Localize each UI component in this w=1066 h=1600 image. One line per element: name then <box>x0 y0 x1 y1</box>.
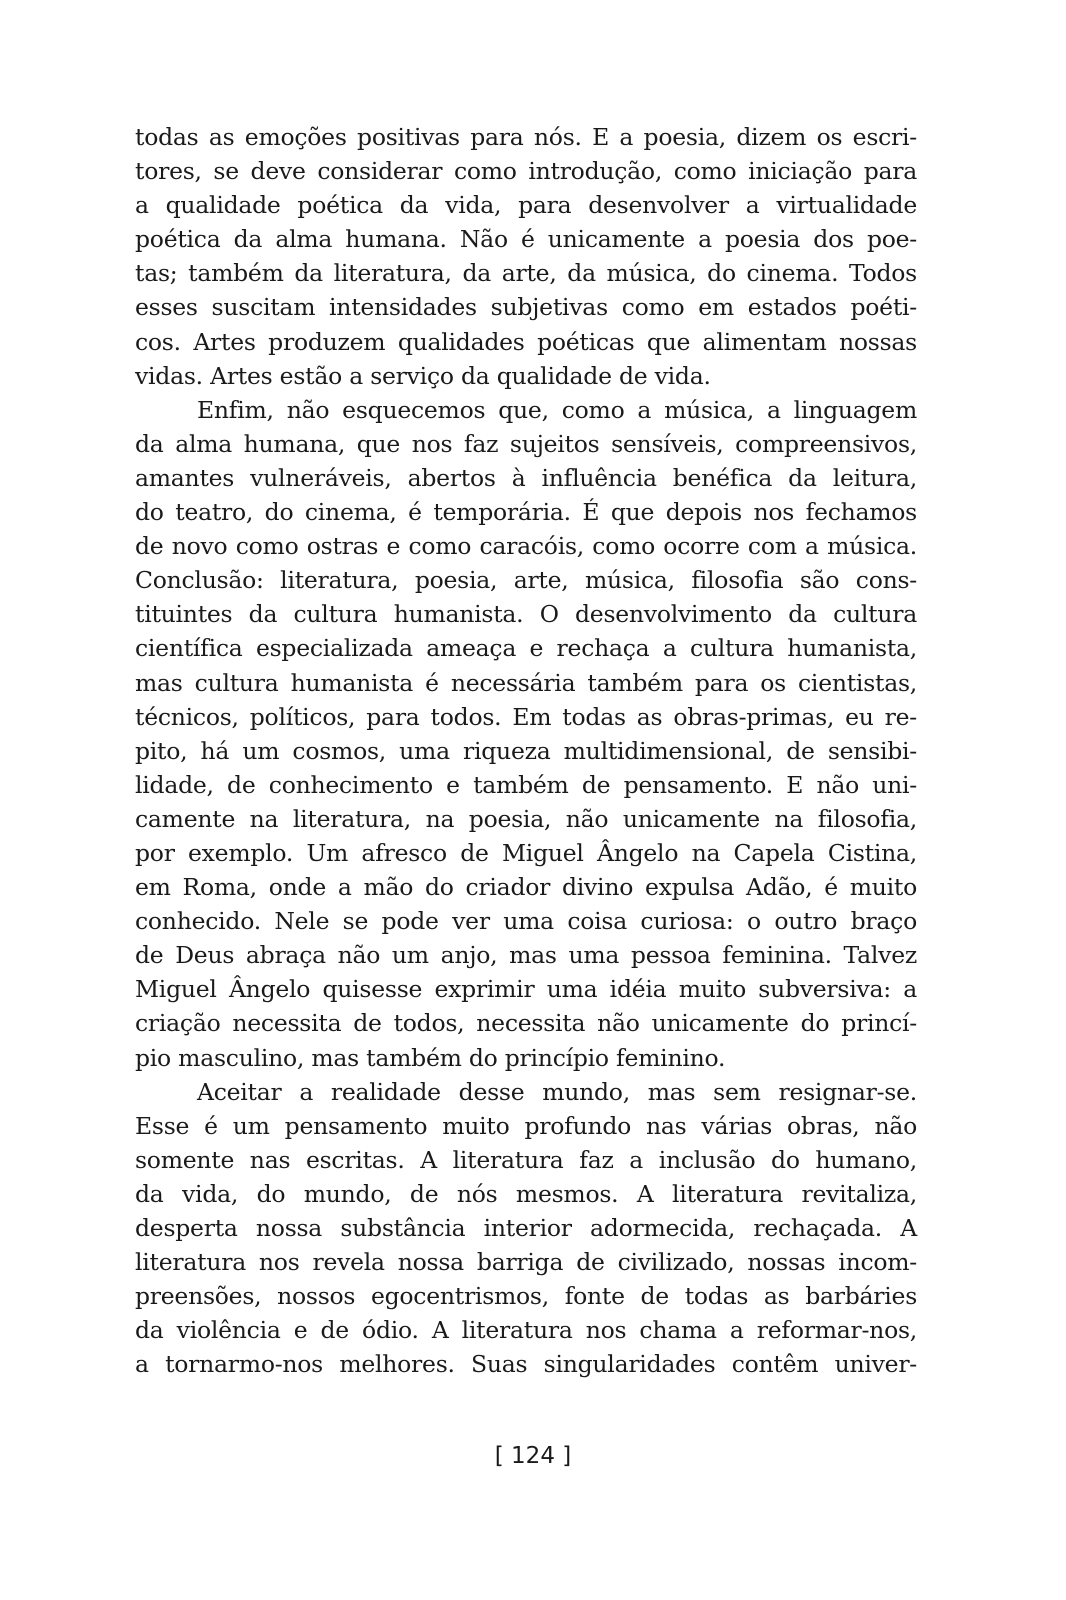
text-line: Enfim, não esquecemos que, como a música, a linguagem <box>197 395 917 424</box>
text-line: tituintes da cultura humanista. O desenvolvimento da cultura <box>135 600 917 629</box>
text-line: em Roma, onde a mão do criador divino expulsa Adão, é muito <box>135 873 917 902</box>
text-line: da vida, do mundo, de nós mesmos. A literatura revitaliza, <box>135 1179 917 1208</box>
page-number: [ 124 ] <box>494 1443 572 1469</box>
text-line: poética da alma humana. Não é unicamente a poesia dos poe- <box>135 225 917 254</box>
text-line: Conclusão: literatura, poesia, arte, música, filosofia são cons- <box>135 566 917 595</box>
text-line: tas; também da literatura, da arte, da música, do cinema. Todos <box>135 259 917 288</box>
text-line: da alma humana, que nos faz sujeitos sensíveis, compreensivos, <box>135 429 917 458</box>
text-line: pio masculino, mas também do princípio feminino. <box>135 1043 726 1072</box>
text-line: de Deus abraça não um anjo, mas uma pessoa feminina. Talvez <box>135 941 917 970</box>
text-line: a tornarmo-nos melhores. Suas singularidades contêm univer- <box>135 1350 917 1379</box>
text-line: do teatro, do cinema, é temporária. É que depois nos fechamos <box>135 498 917 527</box>
text-line: amantes vulneráveis, abertos à influência benéfica da leitura, <box>135 463 917 492</box>
paragraph <box>135 393 917 1075</box>
text-line: lidade, de conhecimento e também de pensamento. E não uni- <box>135 770 917 799</box>
text-line: de novo como ostras e como caracóis, como ocorre com a música. <box>135 532 917 561</box>
paragraph <box>135 1075 917 1382</box>
text-line: cos. Artes produzem qualidades poéticas que alimentam nossas <box>135 327 917 356</box>
text-line: Aceitar a realidade desse mundo, mas sem resignar-se. <box>197 1077 917 1106</box>
text-line: criação necessita de todos, necessita não unicamente do princí- <box>135 1009 917 1038</box>
text-line: por exemplo. Um afresco de Miguel Ângelo na Capela Cistina, <box>135 838 917 867</box>
text-line: mas cultura humanista é necessária também para os cientistas, <box>135 668 917 697</box>
text-line: científica especializada ameaça e rechaça a cultura humanista, <box>135 634 917 663</box>
text-line: conhecido. Nele se pode ver uma coisa curiosa: o outro braço <box>135 907 917 936</box>
text-line: Miguel Ângelo quisesse exprimir uma idéia muito subversiva: a <box>135 975 917 1004</box>
text-line: técnicos, políticos, para todos. Em todas as obras-primas, eu re- <box>135 702 917 731</box>
text-line: todas as emoções positivas para nós. E a poesia, dizem os escri- <box>135 123 917 151</box>
text-line: tores, se deve considerar como introdução, como iniciação para <box>135 157 917 186</box>
body-text <box>135 120 917 1381</box>
text-line: Esse é um pensamento muito profundo nas várias obras, não <box>135 1111 917 1140</box>
text-line: literatura nos revela nossa barriga de civilizado, nossas incom- <box>135 1248 917 1277</box>
text-line: preensões, nossos egocentrismos, fonte de todas as barbáries <box>135 1282 917 1311</box>
text-line: desperta nossa substância interior adormecida, rechaçada. A <box>135 1214 917 1242</box>
text-line: somente nas escritas. A literatura faz a inclusão do humano, <box>135 1145 917 1174</box>
text-line: pito, há um cosmos, uma riqueza multidimensional, de sensibi- <box>135 736 917 765</box>
text-line: a qualidade poética da vida, para desenvolver a virtualidade <box>135 191 917 220</box>
text-line: camente na literatura, na poesia, não unicamente na filosofia, <box>135 804 917 833</box>
text-line: esses suscitam intensidades subjetivas como em estados poéti- <box>135 293 917 322</box>
text-line: vidas. Artes estão a serviço da qualidade de vida. <box>135 361 711 390</box>
text-line: da violência e de ódio. A literatura nos chama a reformar-nos, <box>135 1316 917 1345</box>
paragraph <box>135 120 917 393</box>
